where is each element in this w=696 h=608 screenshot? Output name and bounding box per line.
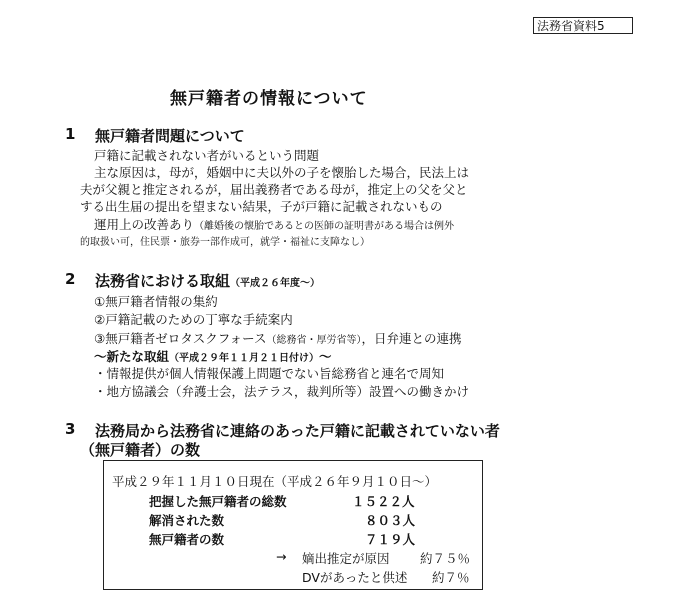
cause-value: 約７％ [432,570,470,585]
section1-line: 主な原因は，母が，婚姻中に夫以外の子を懐胎した場合，民法上は [94,165,470,180]
stats-label: 無戸籍者の数 [149,532,225,547]
section3-number: 3 [65,420,76,438]
section2-item: ②戸籍記載のための丁寧な手続案内 [94,312,293,327]
item3-note: （総務省・厚労省等） [266,335,362,346]
cause-label: 嫡出推定が原因 [302,551,390,566]
section2-item3 [94,328,461,347]
cause-value: 約７５％ [420,551,471,566]
section3-heading-cont: （無戸籍者）の数 [80,441,201,459]
stats-label: 把握した無戸籍者の総数 [149,494,287,509]
improvement-note: （離婚後の懐胎であるとの医師の証明書がある場合は例外 [194,221,455,232]
new-note: （平成２９年１１月２１日付け） [169,353,320,364]
item3-tail: ，日弁連との連携 [361,331,462,346]
improvement-main: 運用上の改善あり [94,217,195,232]
stats-value: １５２２人 [352,494,415,509]
section1-improvement [94,214,454,233]
section2-heading-row [95,270,320,291]
section2-bullet: ・地方協議会（弁護士会，法テラス，裁判所等）設置への働きかけ [94,384,470,399]
stats-box [103,460,483,590]
arrow-icon: → [276,549,287,564]
stats-value: ７１９人 [365,532,416,547]
improvement-note-cont: 的取扱い可，住民票・旅券一部作成可，就学・福祉に支障なし） [80,237,370,248]
section1-number: 1 [65,125,76,143]
page-title: 無戸籍者の情報について [170,89,368,109]
section2-item: ①無戸籍者情報の集約 [94,294,218,309]
stats-label: 解消された数 [149,513,225,528]
cause-label: DVがあったと供述 [302,570,408,585]
document-tag: 法務省資料5 [533,17,633,34]
section1-line: 夫が父親と推定されるが，届出義務者である母が，推定上の父を父と [80,182,468,197]
stats-value: ８０３人 [365,513,416,528]
new-prefix: ～新たな取組 [94,349,170,364]
section1-line: 戸籍に記載されない者がいるという問題 [94,148,320,163]
stats-header: 平成２９年１１月１０日現在（平成２６年９月１０日～） [112,474,438,489]
section1-line: する出生届の提出を望まない結果，子が戸籍に記載されないもの [80,199,443,214]
section3-heading: 法務局から法務省に連絡のあった戸籍に記載されていない者 [95,422,500,440]
new-suffix: ～ [319,349,332,364]
section1-heading: 無戸籍者問題について [95,127,245,145]
section2-bullet: ・情報提供が個人情報保護上問題でない旨総務省と連名で周知 [94,366,445,381]
item3-main: ③無戸籍者ゼロタスクフォース [94,331,267,346]
new-initiative-line [94,346,332,365]
section2-number: 2 [65,270,76,288]
section2-heading: 法務省における取組 [95,272,231,290]
section2-heading-note: （平成２６年度～） [230,278,321,289]
